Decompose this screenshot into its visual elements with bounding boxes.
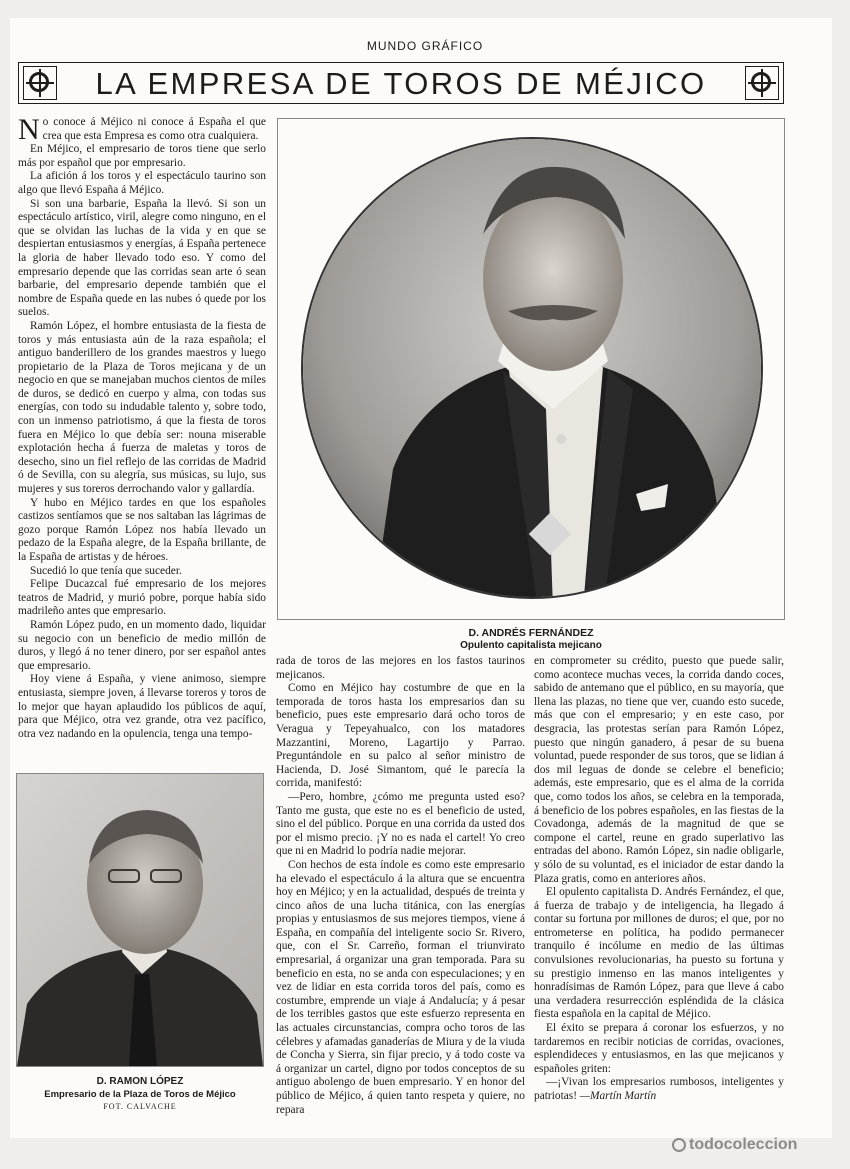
main-photo-frame bbox=[277, 118, 785, 620]
circle-ornament-icon bbox=[745, 66, 779, 100]
title-band bbox=[18, 62, 784, 104]
paragraph: Con hechos de esta índole es como este empresario ha elevado el espectáculo á la altura que se encuentra hoy en Méjico; y en la actualidad, después de treinta y cinco años de una lucha titánica, con las energías propias y entusiasmos de sus mejores tiempos, viene á España, en compañía del inteligente socio Sr. Rivero, que, con el Sr. Carreño, forman el triunvirato empresarial, á organizar una gran temporada. Para su beneficio en esta, no se anda con especulaciones; y en vez de lidiar en esta corrida toros del país, como es costumbre, emprende un viaje á Andalucía; y á pesar de los terribles gastos que este esfuerzo representa en las actuales circunstancias, compra ocho toros de las célebres y afamadas ganaderías de Miura y de la viuda de Concha y Sierra, sin fijar precio, y á todo coste va á organizar un cartel, digno por todos conceptos de su antiguo abolengo de buen empresario. Y en honor del público de Méjico, á quien tanto respeta y quiere, no repara bbox=[276, 858, 525, 1116]
photo-credit: FOT. CALVACHE bbox=[103, 1102, 177, 1111]
drop-cap: N bbox=[18, 113, 40, 146]
paragraph: —Pero, hombre, ¿cómo me pregunta usted eso? Tanto me gusta, que este no es el beneficio de usted, sino el del público. Porque en una corrida da usted dos por el mismo precio. ¡Y no es nada el cartel! Yo creo que ni en Madrid lo podría nadie mejorar. bbox=[276, 790, 525, 858]
paragraph: El éxito se prepara á coronar los esfuerzos, y no tardaremos en recibir noticias de corridas, ovaciones, esplendideces y entusiasmos, en las que mejicanos y españoles griten: bbox=[534, 1022, 784, 1075]
paragraph: El opulento capitalista D. Andrés Fernández, el que, á fuerza de trabajo y de inteligencia, ha llegado á contar su fortuna por millones de duros; el que, por no entrometerse en política, ha podido permanecer tranquilo é incólume en medio de las últimas convulsiones revolucionarias, ha puesto su fortuna y su prestigio inmenso en las manos inteligentes y honradísimas de Ramón López, para que lleve á cabo una verdadera resurrección espléndida de la clásica fiesta española en la capital de Méjico. bbox=[534, 886, 784, 1021]
paragraph: En Méjico, el empresario de toros tiene que serlo más por español que por empresario. bbox=[18, 143, 266, 169]
portrait-andres-fernandez bbox=[301, 137, 763, 599]
paragraph: rada de toros de las mejores en los fastos taurinos mejicanos. bbox=[276, 655, 525, 681]
article-title: LA EMPRESA DE TOROS DE MÉJICO bbox=[95, 66, 707, 101]
watermark: todocoleccion bbox=[672, 1136, 797, 1154]
article-column-2 bbox=[276, 655, 525, 1117]
portrait-ramon-lopez bbox=[16, 773, 264, 1067]
second-photo-caption-name: D. RAMON LÓPEZ bbox=[96, 1076, 184, 1087]
author-signature: —Martín Martín bbox=[579, 1090, 657, 1102]
paragraph: Ramón López pudo, en un momento dado, liquidar su negocio con un beneficio de medio millón de duros, y llegó á no tener dinero, por ser español antes que empresario. bbox=[18, 618, 266, 672]
article-column-1 bbox=[18, 113, 266, 741]
paragraph: Como en Méjico hay costumbre de que en la temporada de toros hasta los empresarios dan su beneficio, pues este empresario dará ocho toros de Veragua y Tepeyahualco, con los matadores Mazzantini, Moreno, Lagartijo y Parrao. Preguntándole en su palco al señor ministro de Hacienda, D. José Simantom, qué le parecía la corrida, manifestó: bbox=[276, 682, 525, 790]
paragraph: —¡Vivan los empresarios rumbosos, inteligentes y patriotas! —Martín Martín bbox=[534, 1076, 784, 1102]
main-photo-caption-name: D. ANDRÉS FERNÁNDEZ bbox=[468, 627, 594, 639]
second-photo-caption-subtitle: Empresario de la Plaza de Toros de Méjico bbox=[44, 1089, 236, 1100]
circle-ornament-icon bbox=[23, 66, 57, 100]
paragraph: Y hubo en Méjico tardes en que los españoles castizos sentíamos que se nos saltaban las lágrimas de gozo porque Ramón López nos había llevado un pedazo de la España alegre, de la España brillante, de la España de artistas y de héroes. bbox=[18, 496, 266, 563]
paragraph: Ramón López, el hombre entusiasta de la fiesta de toros y más entusiasta aún de la raza española; el antiguo banderillero de los grandes maestros y luego propietario de la Plaza de Toros mejicana y de un negocio en que se manejaban muchos cientos de miles de duros, se dedicó en cuerpo y alma, con todas sus energías, con todo su indudable talento y, sobre todo, con un inmenso patriotismo, á que la fiesta de toros fuera en Méjico lo que debía ser: nouna miserable explotación hecha á fuerza de maletas y toros de desecho, sino un fiel reflejo de las corridas de Madrid ó de Sevilla, con su alegría, sus músicas, su lujo, sus mujeres y sus toreros derrochando valor y gallardía. bbox=[18, 319, 266, 496]
paragraph: Si son una barbarie, España la llevó. Si son un espectáculo artístico, viril, alegre como ninguno, en el que se olvidan las luchas de la vida y en que se despiertan entusiasmos y energías, á España pertenece la gloria de haber llevado todo eso. Y como del empresario depende que las corridas sean arte ó sean barbarie, del empresario depende también que el nombre de España quede en las nubes ó quede por los suelos. bbox=[18, 197, 266, 319]
paragraph: Sucedió lo que tenía que suceder. bbox=[30, 564, 182, 577]
paragraph: No conoce á Méjico ni conoce á España el que crea que esta Empresa es como otra cualquiera. bbox=[18, 113, 266, 146]
magazine-header: MUNDO GRÁFICO bbox=[366, 39, 484, 53]
paragraph: Hoy viene á España, y viene animoso, siempre entusiasta, siempre joven, á llevarse toreros y toros de lo mejor que hayan aplaudido los públicos de aquí, para que Méjico, otra vez grande, otra vez pacífico, otra vez nadando en la opulencia, tenga una tempo- bbox=[18, 673, 266, 740]
paragraph: Felipe Ducazcal fué empresario de los mejores teatros de Madrid, y murió pobre, porque había sido madrileño antes que empresario. bbox=[18, 578, 266, 618]
paragraph: La afición á los toros y el espectáculo taurino son algo que llevó España á Méjico. bbox=[18, 170, 266, 196]
paragraph: en comprometer su crédito, puesto que puede salir, como acontece muchas veces, la corrida dando coces, sabido de antemano que el público, en su mayoría, que llena las plazas, no tiene que ver, cuando esto sucede, más que con el empresario; y en este caso, por desgracia, las protestas serían para Ramón López, puesto que ningún ganadero, á pesar de su buena voluntad, puede responder de sus toros, que se lidian á dos mil leguas de donde se celebre el beneficio; además, este empresario, que es el alma de la corrida que, como todos los años, se celebra en la temporada, á beneficio de los pobres españoles, en las fiestas de la Covadonga, además de la magnitud de que se compone el cartel, reune en grado superlativo las entradas del abono. Ramón López, sin nadie obligarle, y sólo de su voluntad, es el iniciador de estar dando la Plaza gratis, como en anteriores años. bbox=[534, 655, 784, 885]
main-photo-caption-subtitle: Opulento capitalista mejicano bbox=[460, 640, 602, 651]
todocoleccion-logo-icon bbox=[672, 1138, 686, 1152]
article-column-3 bbox=[534, 655, 784, 1104]
